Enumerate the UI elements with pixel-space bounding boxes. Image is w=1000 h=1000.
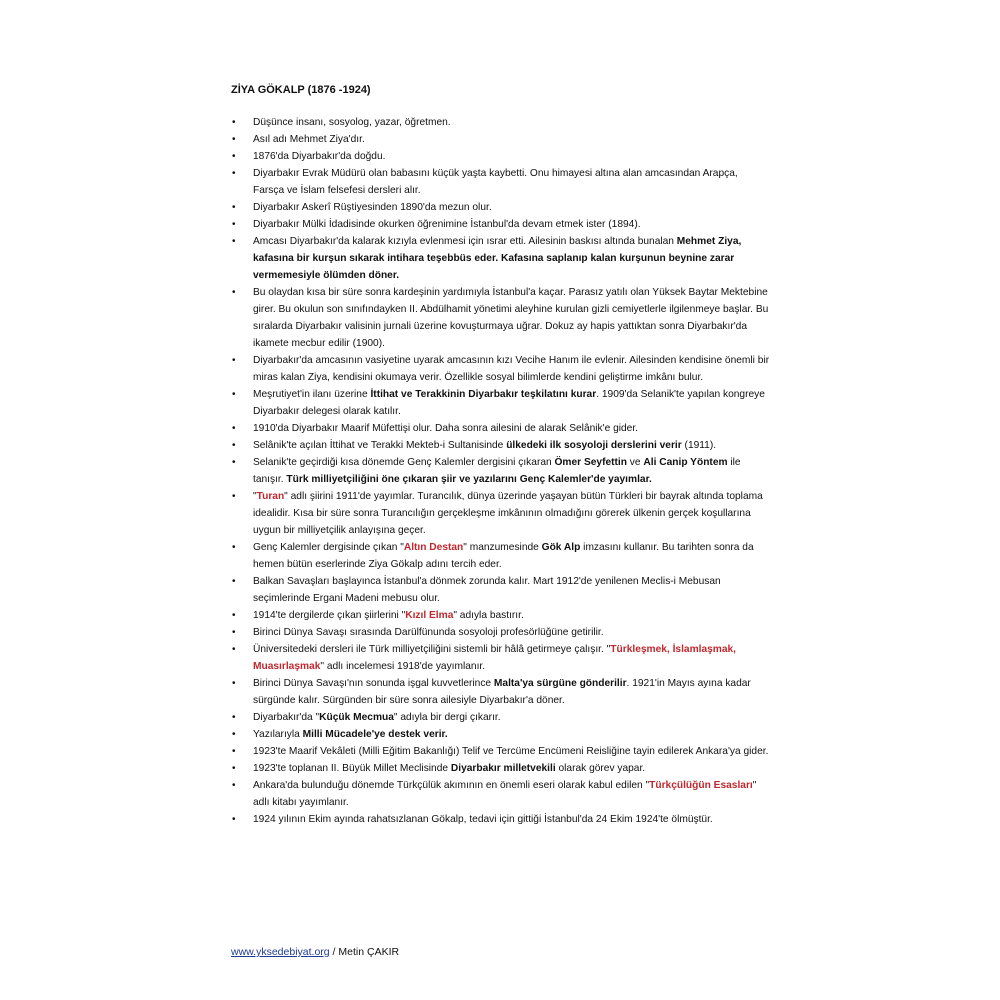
bullet-icon: • bbox=[232, 423, 236, 434]
bullet-icon: • bbox=[232, 576, 236, 587]
bold-text: ülkedeki ilk sosyoloji derslerini verir bbox=[506, 440, 682, 451]
bullet-icon: • bbox=[232, 729, 236, 740]
text-segment: Birinci Dünya Savaşı sırasında Darülfünunda sosyoloji profesörlüğüne getirilir. bbox=[253, 627, 604, 638]
list-item bbox=[231, 811, 771, 828]
text-segment: Diyarbakır Askerî Rüştiyesinden 1890'da mezun olur. bbox=[253, 202, 492, 213]
bullet-icon: • bbox=[232, 746, 236, 757]
bullet-icon: • bbox=[232, 134, 236, 145]
text-segment: Bu olaydan kısa bir süre sonra kardeşinin yardımıyla İstanbul'a kaçar. Parasız yatılı olan Yüksek Baytar Mektebine girer. Bu okulun son sınıfındayken II. Abdülhamit yönetimi aleyhine kurulan gizli cemiyetlerle ilgilenmeye başlar. Bu sıralarda Diyarbakır valisinin jurnali üzerine kovuşturmaya uğrar. Dokuz ay hapis yattıktan sonra Diyarbakır'da ikamete mecbur edilir (1900). bbox=[253, 287, 769, 349]
list-item bbox=[231, 386, 771, 420]
bold-text: Malta'ya sürgüne gönderilir bbox=[493, 678, 627, 689]
text-segment: . 1921'in Mayıs ayına kadar sürgünde kalır. Sürgünden bir süre sonra ailesiyle Diyarbakır'a döner. bbox=[253, 678, 751, 706]
text-segment: (1911). bbox=[681, 440, 717, 451]
text-segment: Selânik'te açılan İttihat ve Terakki Mekteb-i Sultanisinde bbox=[253, 440, 507, 451]
bullet-icon: • bbox=[232, 389, 236, 400]
bullet-icon: • bbox=[232, 151, 236, 162]
list-item bbox=[231, 573, 771, 607]
text-segment: " adlı şiirini 1911'de yayımlar. Turancılık, dünya üzerinde yaşayan bütün Türkleri bir bayrak altında toplama idealidir. Kısa bir süre sonra Turancılığın gerçekleşme imkânının olmadığını görerek ülkenin gerçek koşullarına uygun bir milliyetçilik anlayışına geçer. bbox=[253, 491, 763, 536]
text-segment: Üniversitedeki dersleri ile Türk milliyetçiliğini sistemli bir hâlâ getirmeye çalışır. " bbox=[253, 644, 611, 655]
text-segment: 1923'te Maarif Vekâleti (Milli Eğitim Bakanlığı) Telif ve Tercüme Encümeni Reisliğine tayin edilerek Ankara'ya gider. bbox=[253, 746, 769, 757]
text-segment: 1914'te dergilerde çıkan şiirlerini " bbox=[253, 610, 406, 621]
bold-text: Mehmet Ziya, kafasına bir kurşun sıkarak intihara teşebbüs eder. Kafasına saplanıp kalan kurşunun beynine zarar vermemesiyle ölümden döner. bbox=[253, 236, 742, 281]
document-title: ZİYA GÖKALP (1876 -1924) bbox=[231, 84, 371, 96]
bullet-icon: • bbox=[232, 202, 236, 213]
text-segment: " adlı kitabı yayımlanır. bbox=[253, 780, 757, 808]
list-item bbox=[231, 726, 771, 743]
list-item bbox=[231, 352, 771, 386]
text-segment: imzasını kullanır. Bu tarihten sonra da hemen bütün eserlerinde Ziya Gökalp adını tercih eder. bbox=[253, 542, 754, 570]
list-item bbox=[231, 148, 771, 165]
text-segment: Selanik'te geçirdiği kısa dönemde Genç Kalemler dergisini çıkaran bbox=[253, 457, 555, 468]
text-segment: Diyarbakır'da amcasının vasiyetine uyarak amcasının kızı Vecihe Hanım ile evlenir. Ailesinden kendisine önemli bir miras kalan Ziya, kendisini okumaya verir. Özellikle sosyal bilimlerde kendini geliştirme imkânı bulur. bbox=[253, 355, 770, 383]
list-item bbox=[231, 216, 771, 233]
bold-text: Ali Canip Yöntem bbox=[643, 457, 728, 468]
bullet-icon: • bbox=[232, 627, 236, 638]
bullet-icon: • bbox=[232, 542, 236, 553]
text-segment: " adıyla bastırır. bbox=[453, 610, 524, 621]
text-segment: " adlı incelemesi 1918'de yayımlanır. bbox=[320, 661, 486, 672]
bullet-icon: • bbox=[232, 457, 236, 468]
bold-text: Küçük Mecmua bbox=[319, 712, 394, 723]
bold-text: Ömer Seyfettin bbox=[554, 457, 627, 468]
text-segment: 1923'te toplanan II. Büyük Millet Meclisinde bbox=[253, 763, 451, 774]
list-item bbox=[231, 760, 771, 777]
bold-text: Diyarbakır milletvekili bbox=[450, 763, 556, 774]
text-segment: ve bbox=[626, 457, 644, 468]
highlight-title: Kızıl Elma bbox=[405, 610, 454, 621]
bold-text: İttihat ve Terakkinin Diyarbakır teşkilatını kurar bbox=[370, 389, 597, 400]
list-item bbox=[231, 233, 771, 284]
text-segment: Diyarbakır Evrak Müdürü olan babasını küçük yaşta kaybetti. Onu himayesi altına alan amcasından Arapça, Farsça ve İslam felsefesi dersleri alır. bbox=[253, 168, 738, 196]
list-item bbox=[231, 709, 771, 726]
text-segment: 1924 yılının Ekim ayında rahatsızlanan Gökalp, tedavi için gittiği İstanbul'da 24 Ekim 1924'te ölmüştür. bbox=[253, 814, 713, 825]
list-item bbox=[231, 777, 771, 811]
list-item bbox=[231, 165, 771, 199]
text-segment: " adıyla bir dergi çıkarır. bbox=[393, 712, 501, 723]
bullet-icon: • bbox=[232, 219, 236, 230]
bullet-icon: • bbox=[232, 814, 236, 825]
bullet-icon: • bbox=[232, 780, 236, 791]
text-segment: Balkan Savaşları başlayınca İstanbul'a dönmek zorunda kalır. Mart 1912'de yenilenen Meclis-i Mebusan seçimlerinde Ergani Madeni mebusu olur. bbox=[253, 576, 721, 604]
highlight-title: Altın Destan bbox=[403, 542, 464, 553]
footer-author: Metin ÇAKIR bbox=[338, 946, 400, 958]
bullet-icon: • bbox=[232, 644, 236, 655]
bold-text: Türk milliyetçiliğini öne çıkaran şiir ve yazılarını Genç Kalemler'de yayımlar. bbox=[286, 474, 652, 485]
list-item bbox=[231, 454, 771, 488]
list-item bbox=[231, 624, 771, 641]
list-item bbox=[231, 199, 771, 216]
bullet-icon: • bbox=[232, 610, 236, 621]
list-item bbox=[231, 743, 771, 760]
bullet-icon: • bbox=[232, 440, 236, 451]
bullet-icon: • bbox=[232, 287, 236, 298]
text-segment: Genç Kalemler dergisinde çıkan " bbox=[253, 542, 404, 553]
bullet-icon: • bbox=[232, 712, 236, 723]
bullet-icon: • bbox=[232, 763, 236, 774]
text-segment: Diyarbakır Mülki İdadisinde okurken öğrenimine İstanbul'da devam etmek ister (1894). bbox=[253, 219, 641, 230]
footer-website-link[interactable]: www.yksedebiyat.org bbox=[231, 946, 330, 958]
bullet-icon: • bbox=[232, 117, 236, 128]
bullet-icon: • bbox=[232, 355, 236, 366]
highlight-title: Türkleşmek, İslamlaşmak, Muasırlaşmak bbox=[253, 644, 737, 672]
highlight-title: Türkçülüğün Esasları bbox=[649, 780, 753, 791]
text-segment: olarak görev yapar. bbox=[555, 763, 646, 774]
text-segment: " manzumesinde bbox=[463, 542, 542, 553]
text-segment: Birinci Dünya Savaşı'nın sonunda işgal kuvvetlerince bbox=[253, 678, 494, 689]
highlight-title: Turan bbox=[256, 491, 285, 502]
list-item bbox=[231, 675, 771, 709]
text-segment: 1876'da Diyarbakır'da doğdu. bbox=[253, 151, 386, 162]
list-item bbox=[231, 539, 771, 573]
list-item bbox=[231, 114, 771, 131]
text-segment: " bbox=[253, 491, 257, 502]
bullet-list bbox=[231, 114, 771, 828]
list-item bbox=[231, 131, 771, 148]
list-item bbox=[231, 420, 771, 437]
text-segment: ile tanışır. bbox=[253, 457, 741, 485]
text-segment: Amcası Diyarbakır'da kalarak kızıyla evlenmesi için ısrar etti. Ailesinin baskısı altında bunalan bbox=[253, 236, 677, 247]
bold-text: Gök Alp bbox=[541, 542, 581, 553]
text-segment: Asıl adı Mehmet Ziya'dır. bbox=[253, 134, 365, 145]
list-item bbox=[231, 641, 771, 675]
bullet-icon: • bbox=[232, 236, 236, 247]
list-item bbox=[231, 284, 771, 352]
footer bbox=[231, 945, 399, 959]
text-segment: Yazılarıyla bbox=[253, 729, 303, 740]
bullet-icon: • bbox=[232, 678, 236, 689]
text-segment: Diyarbakır'da " bbox=[253, 712, 320, 723]
bold-text: Milli Mücadele'ye destek verir. bbox=[302, 729, 448, 740]
footer-separator: / bbox=[329, 946, 339, 958]
list-item bbox=[231, 488, 771, 539]
bullet-icon: • bbox=[232, 168, 236, 179]
list-item bbox=[231, 437, 771, 454]
text-segment: Ankara'da bulunduğu dönemde Türkçülük akımının en önemli eseri olarak kabul edilen " bbox=[253, 780, 650, 791]
text-segment: . 1909'da Selanik'te yapılan kongreye Diyarbakır delegesi olarak katılır. bbox=[253, 389, 765, 417]
list-item bbox=[231, 607, 771, 624]
text-segment: 1910'da Diyarbakır Maarif Müfettişi olur. Daha sonra ailesini de alarak Selânik'e gider. bbox=[253, 423, 638, 434]
text-segment: Düşünce insanı, sosyolog, yazar, öğretmen. bbox=[253, 117, 451, 128]
text-segment: Meşrutiyet'in ilanı üzerine bbox=[253, 389, 371, 400]
bullet-icon: • bbox=[232, 491, 236, 502]
